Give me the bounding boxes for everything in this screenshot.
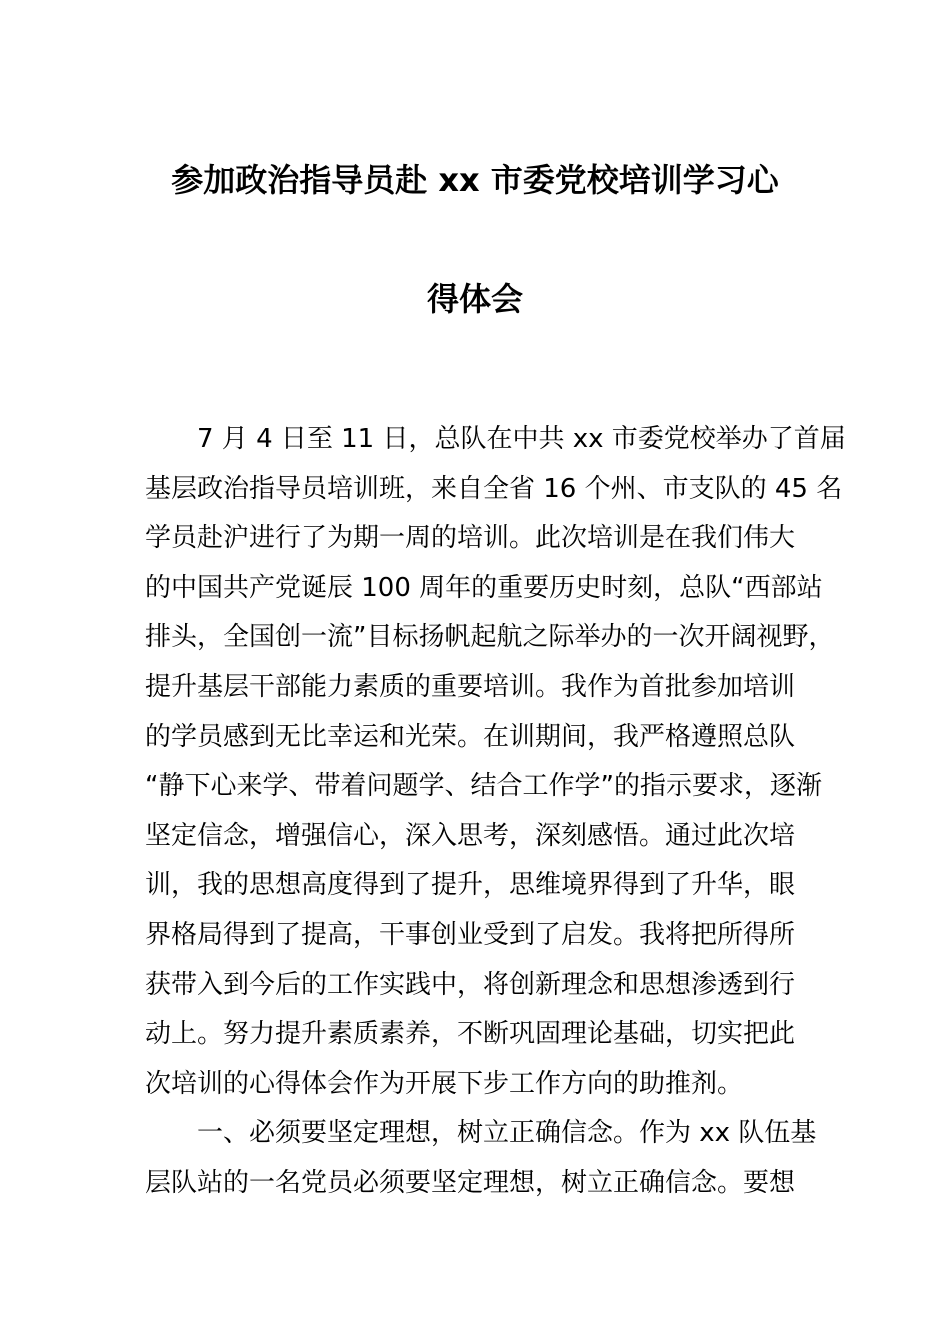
paragraph-line: 的中国共产党诞辰 100 周年的重要历史时刻，总队“西部站 (145, 573, 823, 603)
paragraph-line: 获带入到今后的工作实践中，将创新理念和思想渗透到行 (145, 970, 796, 1000)
paragraph-line: 的学员感到无比幸运和光荣。在训期间，我严格遵照总队 (145, 722, 796, 752)
paragraph-line: 训，我的思想高度得到了提升，思维境界得到了升华，眼 (145, 870, 796, 900)
document-title-line-1: 参加政治指导员赴 xx 市委党校培训学习心 (171, 161, 779, 199)
paragraph-line: 基层政治指导员培训班，来自全省 16 个州、市支队的 45 名 (145, 474, 843, 504)
paragraph-line: 动上。努力提升素质素养，不断巩固理论基础，切实把此 (145, 1019, 796, 1049)
paragraph-line: 7 月 4 日至 11 日，总队在中共 xx 市委党校举办了首届 (197, 424, 846, 454)
paragraph-line: 次培训的心得体会作为开展下步工作方向的助推剂。 (145, 1069, 744, 1099)
paragraph-line: 一、必须要坚定理想，树立正确信念。作为 xx 队伍基 (197, 1118, 817, 1148)
paragraph-line: 提升基层干部能力素质的重要培训。我作为首批参加培训 (145, 672, 796, 702)
paragraph-line: “静下心来学、带着问题学、结合工作学”的指示要求，逐渐 (145, 771, 822, 801)
document-title-line-2: 得体会 (426, 280, 523, 318)
paragraph-line: 层队站的一名党员必须要坚定理想，树立正确信念。要想 (145, 1168, 796, 1198)
paragraph-line: 学员赴沪进行了为期一周的培训。此次培训是在我们伟大 (145, 523, 796, 553)
paragraph-line: 坚定信念，增强信心，深入思考，深刻感悟。通过此次培 (145, 821, 796, 851)
paragraph-line: 排头，全国创一流”目标扬帆起航之际举办的一次开阔视野， (145, 622, 835, 652)
paragraph-line: 界格局得到了提高，干事创业受到了启发。我将把所得所 (145, 920, 796, 950)
